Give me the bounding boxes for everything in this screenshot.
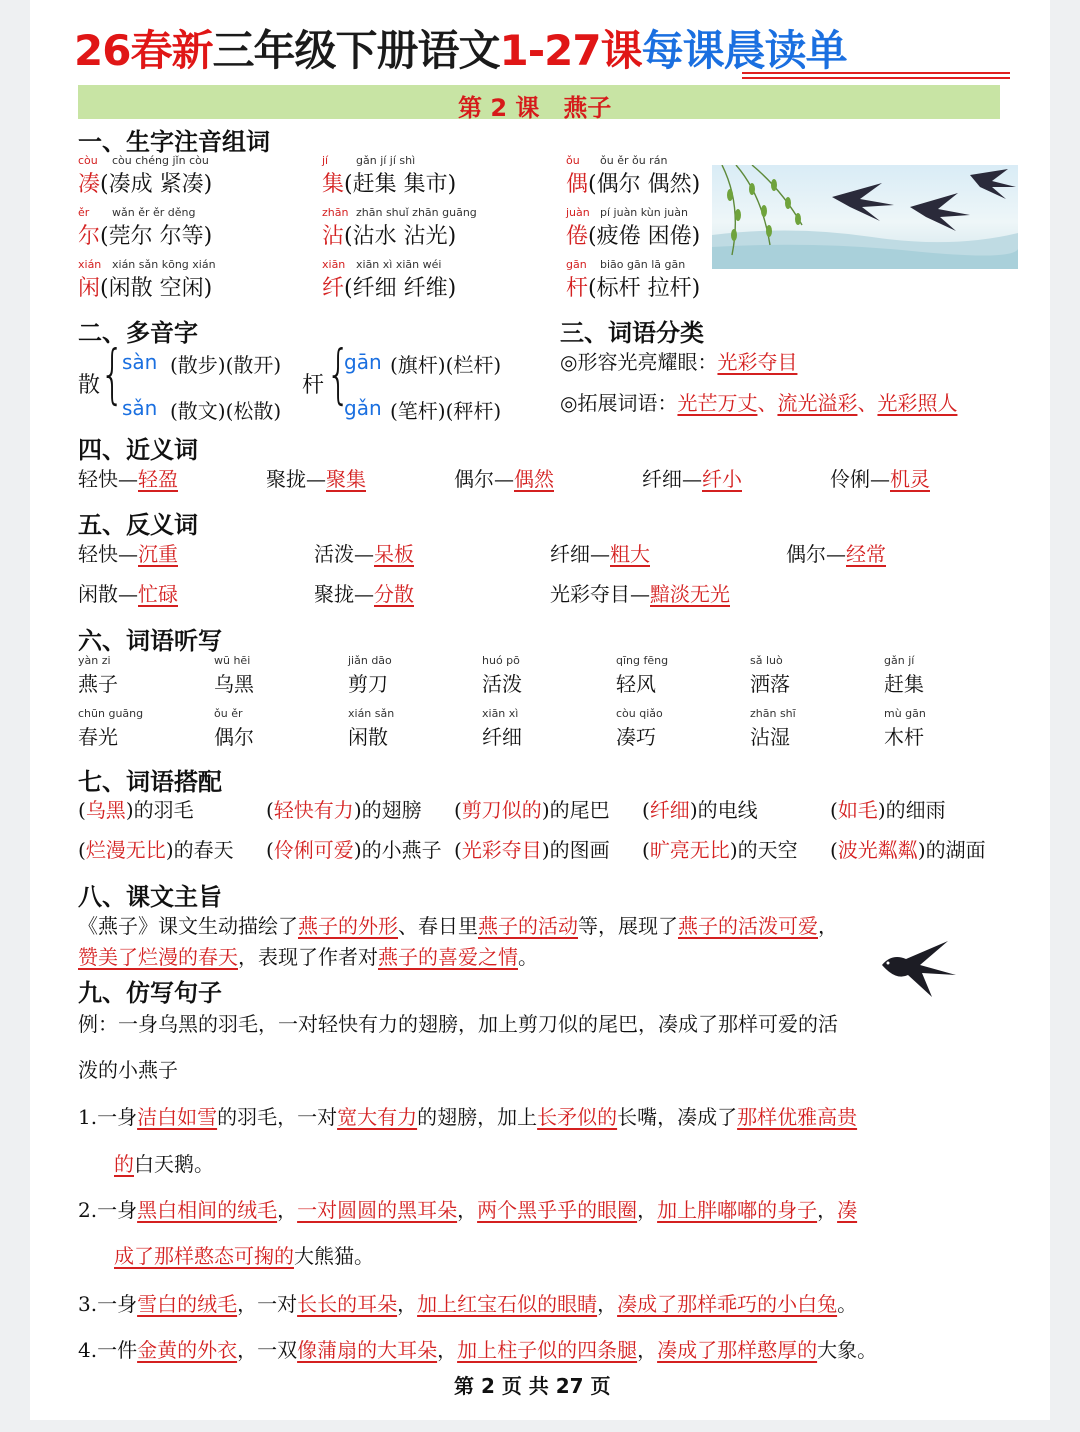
dictation-pinyin: gǎn jí [884, 654, 915, 667]
noun-phrase: 的电线 [697, 798, 758, 822]
classify-label: ◎形容光亮耀眼： [560, 350, 718, 374]
collocation [266, 834, 442, 863]
char-pinyin: ěr [78, 206, 90, 219]
separator: 、 [757, 391, 778, 415]
collocation [642, 794, 758, 823]
synonym-pair [78, 463, 178, 492]
words: (标杆 拉杆) [588, 276, 701, 301]
word: 纤细— [642, 467, 702, 491]
collocation [78, 794, 194, 823]
antonym-pair [550, 538, 650, 567]
answer: 的 [114, 1152, 134, 1176]
words: (纤细 纤维) [344, 276, 457, 301]
imitation-3 [78, 1288, 857, 1317]
dictation-pinyin: zhān shī [750, 707, 796, 720]
char-pinyin: ǒu [566, 154, 580, 167]
char-entry [78, 219, 212, 250]
answer: 剪刀似的 [461, 798, 542, 822]
classify-line-1 [560, 346, 797, 375]
brace-1: { [100, 338, 125, 412]
dictation-pinyin: huó pō [482, 654, 520, 667]
char: 尔 [78, 224, 101, 249]
answer: 聚集 [326, 467, 366, 491]
char: 沾 [322, 224, 345, 249]
answer: 光芒万丈 [677, 391, 758, 415]
answer: 燕子的喜爱之情 [378, 945, 518, 969]
answer: 赞美了烂漫的春天 [78, 945, 238, 969]
text: ， [818, 914, 838, 938]
answer: 像蒲扇的大耳朵 [297, 1338, 438, 1362]
collocation [830, 834, 986, 863]
title-part-3: 1-27课 [499, 26, 642, 75]
word: 闲散— [78, 582, 138, 606]
dictation-pinyin: yàn zi [78, 654, 111, 667]
answer: 黑白相间的绒毛 [137, 1198, 278, 1222]
text: 白天鹅。 [134, 1152, 214, 1176]
paren: ( [454, 838, 462, 862]
imitation-4 [78, 1334, 877, 1363]
collocation [266, 794, 422, 823]
theme-line-2 [78, 941, 538, 970]
synonym-pair [266, 463, 366, 492]
word-pinyin: gǎn jí jí shì [356, 154, 416, 167]
word: 光彩夺目— [550, 582, 650, 606]
collocation [454, 834, 610, 863]
char-entry [566, 219, 700, 250]
answer: 纤小 [702, 467, 742, 491]
antonym-pair [550, 578, 730, 607]
paren: ( [78, 798, 86, 822]
words: (沾水 沾光) [344, 224, 457, 249]
polyphone-char-1: 散 [78, 373, 101, 398]
dictation-pinyin: xián sǎn [348, 707, 395, 720]
answer: 凑 [837, 1198, 858, 1222]
answer: 燕子的活泼可爱 [678, 914, 818, 938]
synonym-pair [454, 463, 554, 492]
answer: 粗大 [610, 542, 650, 566]
word-pinyin: biāo gān lā gān [600, 258, 686, 271]
char-pinyin: còu [78, 154, 98, 167]
text: 大象。 [817, 1338, 878, 1362]
classify-label: ◎拓展词语： [560, 391, 678, 415]
char-pinyin: xiān [322, 258, 346, 271]
words: (旗杆)(栏杆) [390, 353, 502, 377]
text: 长嘴，凑成了 [617, 1105, 738, 1129]
answer: 如毛 [837, 798, 878, 822]
text: 《燕子》课文生动描绘了 [78, 914, 298, 938]
answer: 宽大有力 [337, 1105, 418, 1129]
answer: 乌黑 [85, 798, 126, 822]
answer: 一对圆圆的黑耳朵 [297, 1198, 458, 1222]
answer: 光彩照人 [877, 391, 958, 415]
word: 轻快— [78, 542, 138, 566]
paren: ) [877, 798, 886, 822]
paren: ) [353, 798, 362, 822]
word: 轻快— [78, 467, 138, 491]
answer: 那样优雅高贵 [737, 1105, 858, 1129]
text: ， [457, 1198, 478, 1222]
text: 、春日里 [398, 914, 478, 938]
word-pinyin: xián sǎn kōng xián [112, 258, 216, 271]
text: 。 [837, 1292, 858, 1316]
page-title [74, 18, 847, 78]
words: (散文)(松散) [170, 399, 282, 423]
swallows-illustration [712, 165, 1018, 269]
paren: ( [78, 838, 86, 862]
char-entry [322, 219, 456, 250]
dictation-word: 活泼 [482, 672, 522, 696]
paren: ( [266, 838, 274, 862]
words: (闲散 空闲) [100, 276, 213, 301]
polyphone-char-2: 杆 [302, 373, 325, 398]
text: 的翅膀，加上 [417, 1105, 538, 1129]
text: ， [397, 1292, 418, 1316]
char-entry [78, 271, 212, 302]
paren: ( [830, 838, 838, 862]
paren: ( [266, 798, 274, 822]
text: ， [277, 1198, 298, 1222]
dictation-word: 沾湿 [750, 725, 790, 749]
text: 大熊猫。 [294, 1244, 374, 1268]
paren: ) [165, 838, 174, 862]
paren: ) [729, 838, 738, 862]
paren: ( [642, 798, 650, 822]
imitation-2-line-2 [114, 1240, 374, 1269]
answer: 黯淡无光 [650, 582, 730, 606]
noun-phrase: 的春天 [173, 838, 234, 862]
char-pinyin: jí [322, 154, 329, 167]
text: ， [637, 1198, 658, 1222]
pinyin: sǎn [122, 396, 158, 420]
noun-phrase: 的尾巴 [549, 798, 610, 822]
section-heading: 六、词语听写 [78, 627, 222, 655]
answer: 雪白的绒毛 [137, 1292, 238, 1316]
char: 倦 [566, 224, 589, 249]
paren: ) [125, 798, 134, 822]
char-entry [322, 167, 456, 198]
synonym-pair [642, 463, 742, 492]
dictation-word: 偶尔 [214, 725, 254, 749]
lesson-banner [78, 85, 1000, 122]
answer: 旷亮无比 [649, 838, 730, 862]
section-heading: 四、近义词 [78, 436, 198, 464]
dictation-pinyin: ǒu ěr [214, 707, 243, 720]
paren: ) [541, 798, 550, 822]
answer: 偶然 [514, 467, 554, 491]
answer: 加上红宝石似的眼睛 [417, 1292, 598, 1316]
noun-phrase: 的图画 [549, 838, 610, 862]
dictation-pinyin: sǎ luò [750, 654, 783, 667]
antonym-pair [314, 538, 414, 567]
answer: 光彩夺目 [461, 838, 542, 862]
word-pinyin: zhān shuǐ zhān guāng [356, 206, 477, 219]
collocation [78, 834, 234, 863]
text: 。 [518, 945, 538, 969]
answer: 光彩夺目 [717, 350, 798, 374]
dictation-pinyin: mù gān [884, 707, 926, 720]
dictation-word: 剪刀 [348, 672, 388, 696]
paren: ( [454, 798, 462, 822]
title-part-2: 三年级下册语文 [212, 26, 500, 75]
example-line-2: 泼的小燕子 [78, 1058, 178, 1082]
answer: 燕子的活动 [478, 914, 578, 938]
answer: 洁白如雪 [137, 1105, 218, 1129]
antonym-pair [78, 538, 178, 567]
dictation-word: 燕子 [78, 672, 118, 696]
char-pinyin: gān [566, 258, 587, 271]
word: 聚拢— [266, 467, 326, 491]
char: 集 [322, 172, 345, 197]
section-heading: 九、仿写句子 [78, 979, 222, 1007]
antonym-pair [786, 538, 886, 567]
noun-phrase: 的羽毛 [133, 798, 194, 822]
collocation [830, 794, 946, 823]
char: 杆 [566, 276, 589, 301]
swallow-icon [868, 935, 958, 1005]
dictation-pinyin: jiǎn dāo [348, 654, 392, 667]
answer: 加上柱子似的四条腿 [457, 1338, 638, 1362]
antonym-pair [78, 578, 178, 607]
answer: 波光粼粼 [837, 838, 918, 862]
synonym-pair [830, 463, 930, 492]
words: (凑成 紧凑) [100, 172, 213, 197]
word: 伶俐— [830, 467, 890, 491]
section-heading: 七、词语搭配 [78, 768, 222, 796]
answer: 流光溢彩 [777, 391, 858, 415]
answer: 凑成了那样乖巧的小白兔 [617, 1292, 838, 1316]
text: 的羽毛，一对 [217, 1105, 338, 1129]
answer: 轻快有力 [273, 798, 354, 822]
char: 闲 [78, 276, 101, 301]
text: ，表现了作者对 [238, 945, 378, 969]
words: (笔杆)(秤杆) [390, 399, 502, 423]
worksheet-page [30, 0, 1050, 1420]
example-line-1: 例：一身乌黑的羽毛，一对轻快有力的翅膀，加上剪刀似的尾巴，凑成了那样可爱的活 [78, 1012, 838, 1036]
theme-line-1 [78, 910, 838, 939]
classify-line-2 [560, 387, 957, 416]
dictation-pinyin: wū hēi [214, 654, 251, 667]
char-entry [78, 167, 212, 198]
dictation-pinyin: xiān xì [482, 707, 519, 720]
imitation-1-line-1 [78, 1101, 857, 1130]
word-pinyin: pí juàn kùn juàn [600, 206, 688, 219]
imitation-2-line-1 [78, 1194, 857, 1223]
word: 活泼— [314, 542, 374, 566]
answer: 长长的耳朵 [297, 1292, 398, 1316]
title-part-4: 每课晨读单 [641, 26, 847, 75]
title-underline [742, 72, 1010, 79]
char: 偶 [566, 172, 589, 197]
text: 1.一身 [78, 1105, 138, 1129]
answer: 长矛似的 [537, 1105, 618, 1129]
pinyin: gān [344, 350, 382, 374]
char-entry [322, 271, 456, 302]
word-pinyin: ǒu ěr ǒu rán [600, 154, 668, 167]
words: (偶尔 偶然) [588, 172, 701, 197]
paren: ) [541, 838, 550, 862]
word: 纤细— [550, 542, 610, 566]
noun-phrase: 的细雨 [885, 798, 946, 822]
answer: 伶俐可爱 [273, 838, 354, 862]
noun-phrase: 的小燕子 [361, 838, 442, 862]
text: 2.一身 [78, 1198, 138, 1222]
answer: 金黄的外衣 [137, 1338, 238, 1362]
char-entry [566, 271, 700, 302]
answer: 纤细 [649, 798, 690, 822]
answer: 机灵 [890, 467, 930, 491]
dictation-word: 凑巧 [616, 725, 656, 749]
dictation-word: 纤细 [482, 725, 522, 749]
word: 偶尔— [454, 467, 514, 491]
text: 4.一件 [78, 1338, 138, 1362]
section-heading: 三、词语分类 [560, 319, 704, 347]
answer: 成了那样憨态可掬的 [114, 1244, 294, 1268]
char-pinyin: xián [78, 258, 102, 271]
pinyin: sàn [122, 350, 158, 374]
text: ，一双 [237, 1338, 298, 1362]
char-pinyin: juàn [566, 206, 590, 219]
answer: 凑成了那样憨厚的 [657, 1338, 818, 1362]
separator: 、 [857, 391, 878, 415]
answer: 呆板 [374, 542, 414, 566]
words: (赶集 集市) [344, 172, 457, 197]
lesson-title: 第 2 课 燕子 [458, 94, 612, 122]
text: 等，展现了 [578, 914, 678, 938]
answer: 轻盈 [138, 467, 178, 491]
dictation-word: 闲散 [348, 725, 388, 749]
title-part-1: 26春新 [74, 26, 213, 75]
paren: ( [830, 798, 838, 822]
answer: 经常 [846, 542, 886, 566]
answer: 加上胖嘟嘟的身子 [657, 1198, 818, 1222]
section-heading: 二、多音字 [78, 319, 198, 347]
words: (疲倦 困倦) [588, 224, 701, 249]
word: 偶尔— [786, 542, 846, 566]
paren: ) [917, 838, 926, 862]
char: 纤 [322, 276, 345, 301]
noun-phrase: 的天空 [737, 838, 798, 862]
section-heading: 一、生字注音组词 [78, 128, 270, 156]
answer: 分散 [374, 582, 414, 606]
paren: ) [689, 798, 698, 822]
text: 3.一身 [78, 1292, 138, 1316]
answer: 沉重 [138, 542, 178, 566]
answer: 烂漫无比 [85, 838, 166, 862]
dictation-word: 赶集 [884, 672, 924, 696]
brace-2: { [326, 338, 351, 412]
words: (散步)(散开) [170, 353, 282, 377]
words: (莞尔 尔等) [100, 224, 213, 249]
dictation-pinyin: chūn guāng [78, 707, 144, 720]
word-pinyin: xiān xì xiān wéi [356, 258, 442, 271]
char-pinyin: zhān [322, 206, 349, 219]
pinyin: gǎn [344, 396, 382, 420]
noun-phrase: 的湖面 [925, 838, 986, 862]
dictation-word: 春光 [78, 725, 118, 749]
imitation-1-line-2 [114, 1148, 214, 1177]
dictation-word: 木杆 [884, 725, 924, 749]
antonym-pair [314, 578, 414, 607]
answer: 两个黑乎乎的眼圈 [477, 1198, 638, 1222]
char: 凑 [78, 172, 101, 197]
text: ， [637, 1338, 658, 1362]
collocation [454, 794, 610, 823]
collocation [642, 834, 798, 863]
paren: ( [642, 838, 650, 862]
char-entry [566, 167, 700, 198]
text: ， [597, 1292, 618, 1316]
section-heading: 五、反义词 [78, 511, 198, 539]
page-number: 第 2 页 共 27 页 [454, 1374, 611, 1398]
word: 聚拢— [314, 582, 374, 606]
answer: 忙碌 [138, 582, 178, 606]
dictation-word: 乌黑 [214, 672, 254, 696]
answer: 燕子的外形 [298, 914, 398, 938]
paren: ) [353, 838, 362, 862]
word-pinyin: wǎn ěr ěr děng [112, 206, 196, 219]
noun-phrase: 的翅膀 [361, 798, 422, 822]
dictation-word: 洒落 [750, 672, 790, 696]
dictation-pinyin: qīng fēng [616, 654, 669, 667]
word-pinyin: còu chéng jǐn còu [112, 154, 209, 167]
dictation-pinyin: còu qiǎo [616, 707, 663, 720]
dictation-word: 轻风 [616, 672, 656, 696]
text: ， [817, 1198, 838, 1222]
text: ， [437, 1338, 458, 1362]
text: ，一对 [237, 1292, 298, 1316]
section-heading: 八、课文主旨 [78, 883, 222, 911]
